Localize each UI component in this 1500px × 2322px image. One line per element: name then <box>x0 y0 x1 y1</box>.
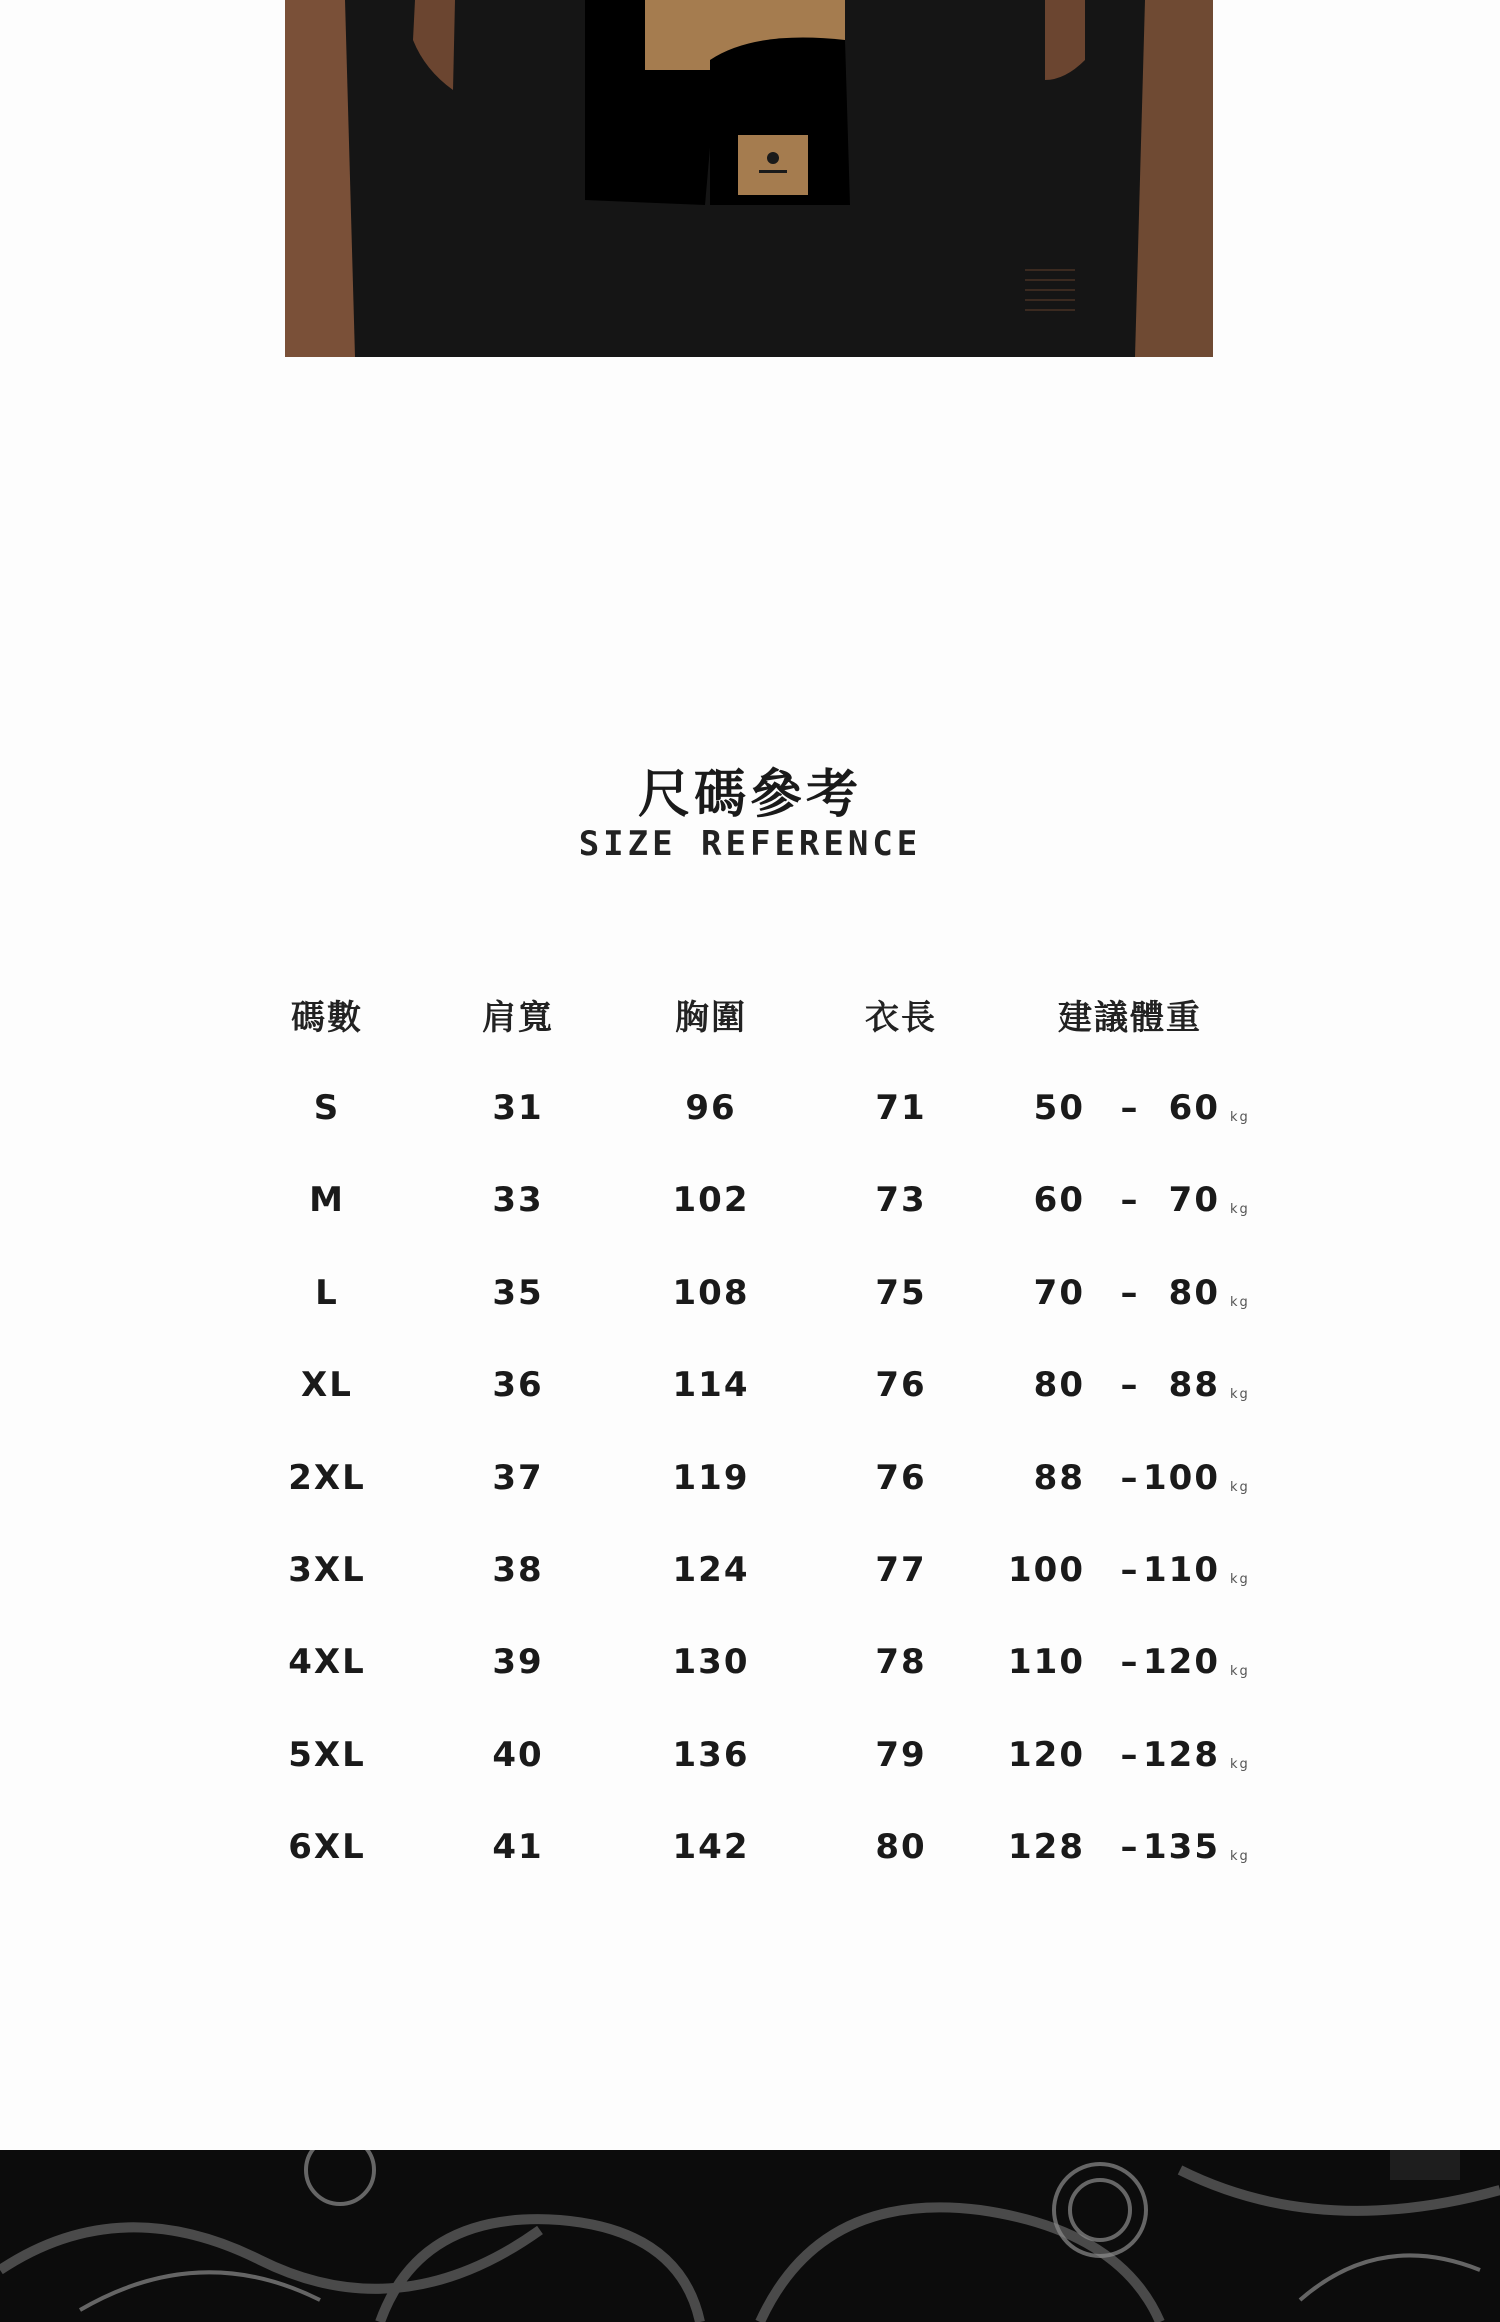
weight-unit: kg <box>1230 1572 1250 1587</box>
chest-cell: 102 <box>672 1180 750 1220</box>
shoulder-cell: 37 <box>492 1458 544 1498</box>
weight-dash: – <box>1120 1735 1140 1775</box>
length-cell: 79 <box>875 1735 927 1775</box>
header-size: 碼數 <box>291 998 363 1038</box>
weight-dash: – <box>1120 1642 1140 1682</box>
weight-low-cell: 100 <box>1008 1550 1085 1590</box>
title-english: SIZE REFERENCE <box>578 824 922 864</box>
chest-cell: 130 <box>672 1642 750 1682</box>
weight-high-cell: 110 <box>1143 1550 1220 1590</box>
length-cell: 76 <box>875 1365 927 1405</box>
size-cell: 6XL <box>288 1827 366 1867</box>
weight-low-cell: 120 <box>1008 1735 1085 1775</box>
weight-unit: kg <box>1230 1295 1250 1310</box>
header-length: 衣長 <box>865 998 937 1038</box>
weight-dash: – <box>1120 1088 1140 1128</box>
chest-cell: 96 <box>685 1088 737 1128</box>
weight-high-cell: 70 <box>1168 1180 1220 1220</box>
weight-unit: kg <box>1230 1387 1250 1402</box>
weight-unit: kg <box>1230 1664 1250 1679</box>
shoulder-cell: 39 <box>492 1642 544 1682</box>
chest-cell: 136 <box>672 1735 750 1775</box>
size-cell: S <box>313 1088 341 1128</box>
weight-high-cell: 128 <box>1143 1735 1220 1775</box>
weight-dash: – <box>1120 1827 1140 1867</box>
size-cell: 2XL <box>288 1458 366 1498</box>
length-cell: 75 <box>875 1273 927 1313</box>
shoulder-cell: 41 <box>492 1827 544 1867</box>
shoulder-cell: 38 <box>492 1550 544 1590</box>
length-cell: 73 <box>875 1180 927 1220</box>
weight-dash: – <box>1120 1365 1140 1405</box>
size-cell: M <box>309 1180 345 1220</box>
length-cell: 76 <box>875 1458 927 1498</box>
size-cell: 4XL <box>288 1642 366 1682</box>
weight-low-cell: 70 <box>1033 1273 1085 1313</box>
weight-unit: kg <box>1230 1110 1250 1125</box>
weight-low-cell: 110 <box>1008 1642 1085 1682</box>
weight-dash: – <box>1120 1273 1140 1313</box>
weight-low-cell: 80 <box>1033 1365 1085 1405</box>
weight-dash: – <box>1120 1180 1140 1220</box>
shoulder-cell: 31 <box>492 1088 544 1128</box>
shoulder-cell: 35 <box>492 1273 544 1313</box>
weight-high-cell: 88 <box>1168 1365 1220 1405</box>
weight-high-cell: 120 <box>1143 1642 1220 1682</box>
weight-unit: kg <box>1230 1849 1250 1864</box>
size-cell: L <box>315 1273 339 1313</box>
weight-low-cell: 50 <box>1033 1088 1085 1128</box>
length-cell: 78 <box>875 1642 927 1682</box>
chest-cell: 108 <box>672 1273 750 1313</box>
weight-unit: kg <box>1230 1480 1250 1495</box>
weight-high-cell: 60 <box>1168 1088 1220 1128</box>
chest-cell: 142 <box>672 1827 750 1867</box>
weight-high-cell: 135 <box>1143 1827 1220 1867</box>
weight-unit: kg <box>1230 1757 1250 1772</box>
length-cell: 77 <box>875 1550 927 1590</box>
product-photo <box>285 0 1213 357</box>
chest-cell: 114 <box>672 1365 750 1405</box>
weight-low-cell: 88 <box>1033 1458 1085 1498</box>
weight-low-cell: 128 <box>1008 1827 1085 1867</box>
weight-unit: kg <box>1230 1202 1250 1217</box>
length-cell: 71 <box>875 1088 927 1128</box>
size-cell: XL <box>301 1365 353 1405</box>
weight-dash: – <box>1120 1458 1140 1498</box>
shoulder-cell: 36 <box>492 1365 544 1405</box>
shoulder-cell: 33 <box>492 1180 544 1220</box>
size-cell: 5XL <box>288 1735 366 1775</box>
header-weight: 建議體重 <box>1058 998 1202 1038</box>
weight-high-cell: 100 <box>1143 1458 1220 1498</box>
header-chest: 胸圍 <box>675 998 747 1038</box>
chest-cell: 119 <box>672 1458 750 1498</box>
weight-high-cell: 80 <box>1168 1273 1220 1313</box>
shoulder-cell: 40 <box>492 1735 544 1775</box>
size-cell: 3XL <box>288 1550 366 1590</box>
weight-low-cell: 60 <box>1033 1180 1085 1220</box>
header-shoulder: 肩寬 <box>482 998 554 1038</box>
bottom-decorative-banner <box>0 2150 1500 2322</box>
title-chinese: 尺碼參考 <box>637 765 862 825</box>
length-cell: 80 <box>875 1827 927 1867</box>
chest-cell: 124 <box>672 1550 750 1590</box>
weight-dash: – <box>1120 1550 1140 1590</box>
